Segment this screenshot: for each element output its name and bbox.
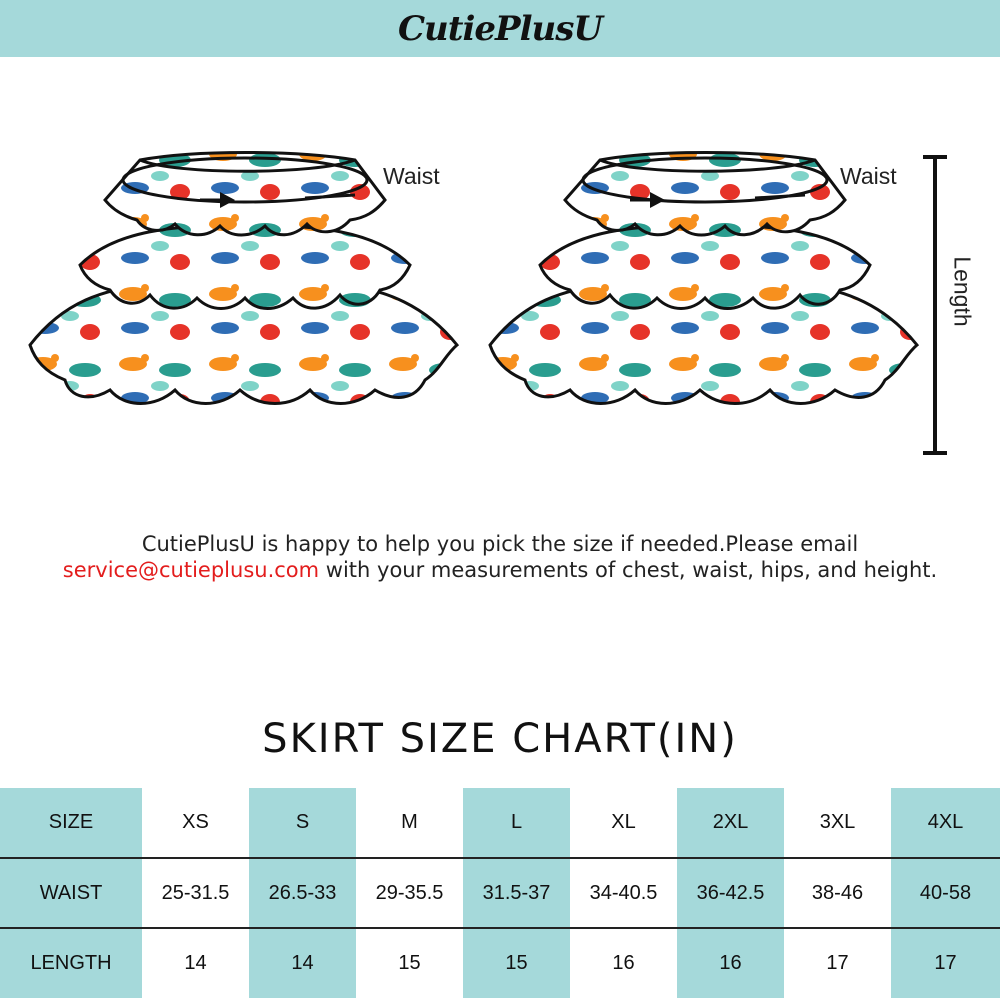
size-chart-title: SKIRT SIZE CHART(IN) — [262, 716, 738, 762]
cell-length-s: 14 — [249, 928, 356, 998]
waist-label-left: Waist — [383, 163, 440, 189]
length-label: Length — [949, 256, 976, 327]
table-row-length — [0, 928, 1000, 998]
cell-length-xl: 16 — [612, 952, 635, 974]
cell-waist-m: 29-35.5 — [356, 858, 463, 928]
cell-size-xl: XL — [570, 788, 677, 858]
cell-length-l: 15 — [463, 928, 570, 998]
cell-length-2xl: 16 — [677, 928, 784, 998]
row-header-length: LENGTH — [0, 928, 142, 998]
cell-waist-xs: 25-31.5 — [142, 858, 249, 928]
cell-size-3xl: 3XL — [784, 788, 891, 858]
cell-waist-4xl: 40-58 — [891, 858, 1000, 928]
support-email-link[interactable]: service@cutieplusu.com — [62, 558, 320, 582]
waist-label-right: Waist — [840, 163, 897, 189]
cell-length-xs: 14 — [184, 952, 207, 974]
cell-waist-xl: 34-40.5 — [570, 858, 677, 928]
cell-size-s: S — [249, 788, 356, 858]
help-message — [0, 531, 1000, 583]
brand-logo: CutiePlusU — [397, 8, 603, 49]
cell-size-4xl: 4XL — [891, 788, 1000, 858]
brand-header — [0, 0, 1000, 57]
length-indicator — [920, 155, 950, 457]
size-chart-table — [0, 788, 1000, 998]
table-row-size — [0, 788, 1000, 858]
help-message-line2 — [0, 557, 1000, 583]
cell-length-3xl: 17 — [826, 952, 849, 974]
cell-size-xs: XS — [142, 788, 249, 858]
cell-waist-2xl: 36-42.5 — [677, 858, 784, 928]
row-header-size: SIZE — [0, 788, 142, 858]
cell-waist-3xl: 38-46 — [784, 858, 891, 928]
cell-size-2xl: 2XL — [677, 788, 784, 858]
cell-size-l: L — [463, 788, 570, 858]
cell-size-m: M — [356, 788, 463, 858]
cell-length-m: 15 — [398, 952, 421, 974]
cell-length-4xl: 17 — [891, 928, 1000, 998]
cell-waist-s: 26.5-33 — [249, 858, 356, 928]
help-message-line2-rest: with your measurements of chest, waist, hips, and height. — [319, 558, 938, 582]
table-row-waist — [0, 858, 1000, 928]
help-message-line1: CutiePlusU is happy to help you pick the size if needed.Please email — [141, 532, 859, 556]
cell-waist-l: 31.5-37 — [463, 858, 570, 928]
row-header-waist: WAIST — [0, 858, 142, 928]
